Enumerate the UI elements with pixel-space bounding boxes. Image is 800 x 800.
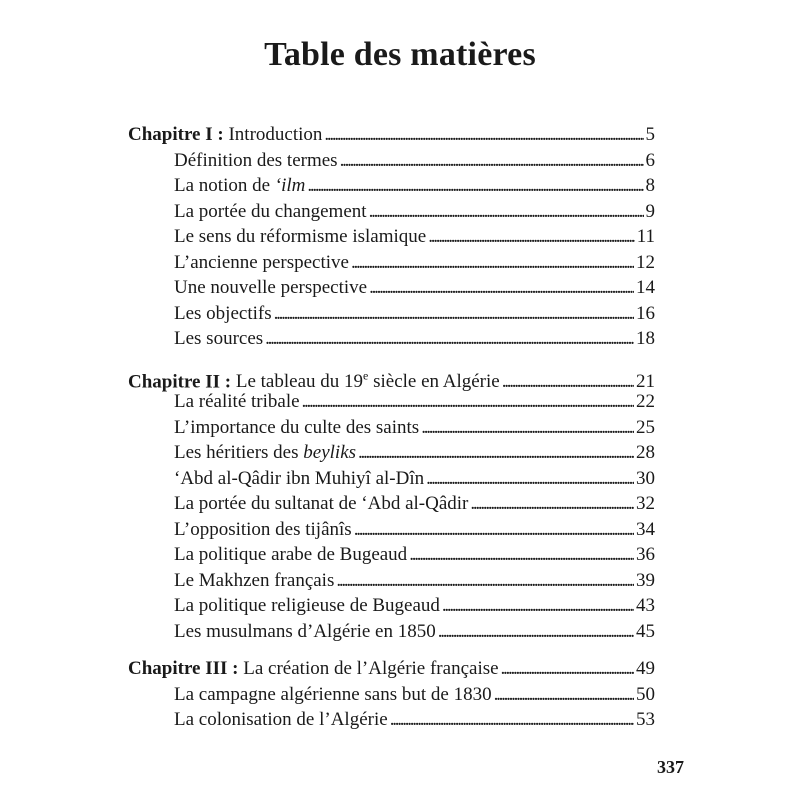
toc-entry[interactable] (128, 466, 655, 492)
toc-entry[interactable] (128, 250, 655, 276)
chapter-page: 21 (636, 370, 655, 392)
toc-entry[interactable] (128, 148, 655, 174)
dot-leader (274, 301, 634, 327)
toc-entry[interactable] (128, 275, 655, 301)
dot-leader (351, 250, 634, 276)
entry-title: Les héritiers des beyliks (174, 442, 357, 463)
entry-title: Le sens du réformisme islamique (174, 226, 427, 247)
entry-title: Le Makhzen français (174, 569, 335, 591)
toc-entry[interactable] (128, 491, 655, 517)
dot-leader (390, 707, 634, 733)
entry-page: 50 (636, 683, 655, 705)
entry-title-italic: ‘ilm (274, 175, 306, 196)
entry-title: Les objectifs (174, 302, 272, 324)
dot-leader (265, 326, 634, 352)
entry-page: 16 (636, 302, 655, 324)
toc-entry[interactable] (128, 593, 655, 619)
entry-title: Définition des termes (174, 149, 338, 171)
page-title: Table des matières (264, 36, 536, 73)
entry-title: La portée du sultanat de ‘Abd al-Qâdir (174, 493, 469, 514)
toc-entry[interactable] (128, 542, 655, 568)
table-of-contents (128, 122, 655, 733)
page-number: 337 (657, 757, 684, 777)
entry-title: La campagne algérienne sans but de 1830 (174, 683, 492, 705)
toc-entry[interactable] (128, 173, 655, 199)
toc-chapter[interactable] (128, 364, 655, 390)
entry-page: 43 (636, 595, 655, 616)
entry-title: La notion de ‘ilm (174, 175, 306, 196)
entry-page: 14 (636, 277, 655, 298)
chapter-label: Chapitre I : (128, 124, 224, 145)
entry-title: La réalité tribale (174, 391, 300, 412)
chapter-title: Le tableau du 19e siècle en Algérie (235, 368, 500, 392)
superscript: e (363, 368, 369, 383)
entry-title: Une nouvelle perspective (174, 277, 368, 298)
toc-entry[interactable] (128, 389, 655, 415)
entry-page: 30 (636, 467, 655, 489)
chapter-page: 49 (636, 658, 655, 679)
entry-title-italic: beyliks (303, 442, 357, 463)
entry-title: La politique arabe de Bugeaud (174, 544, 408, 565)
entry-page: 32 (636, 493, 655, 514)
dot-leader (302, 389, 634, 415)
dot-leader (354, 517, 634, 543)
dot-leader (421, 415, 634, 441)
toc-entry[interactable] (128, 707, 655, 733)
entry-page: 18 (636, 328, 655, 349)
entry-page: 53 (636, 709, 655, 730)
toc-chapter[interactable] (128, 656, 655, 682)
toc-entry[interactable] (128, 568, 655, 594)
dot-leader (438, 619, 634, 645)
entry-page: 34 (636, 518, 655, 540)
entry-title: Les sources (174, 328, 264, 349)
chapter-label: Chapitre II : (128, 370, 232, 392)
toc-entry[interactable] (128, 224, 655, 250)
entry-title: La politique religieuse de Bugeaud (174, 595, 440, 616)
entry-page: 11 (636, 226, 655, 247)
dot-leader (336, 568, 634, 594)
toc-entry[interactable] (128, 199, 655, 225)
dot-leader (358, 440, 634, 466)
toc-entry[interactable] (128, 326, 655, 352)
entry-page: 36 (636, 544, 655, 565)
entry-title: ‘Abd al-Qâdir ibn Muhiyî al-Dîn (174, 467, 425, 489)
section-gap (128, 352, 655, 364)
dot-leader (494, 682, 634, 708)
entry-page: 39 (636, 569, 655, 591)
entry-title: Les musulmans d’Algérie en 1850 (174, 620, 436, 642)
dot-leader (369, 275, 634, 301)
entry-page: 6 (645, 149, 655, 171)
entry-page: 28 (636, 442, 655, 463)
toc-entry[interactable] (128, 301, 655, 327)
chapter-title: La création de l’Algérie française (243, 658, 499, 679)
dot-leader (340, 148, 644, 174)
dot-leader (501, 656, 634, 682)
entry-page: 9 (645, 200, 655, 222)
toc-entry[interactable] (128, 682, 655, 708)
dot-leader (442, 593, 634, 619)
chapter-label: Chapitre III : (128, 658, 239, 679)
dot-leader (409, 542, 634, 568)
chapter-title: Introduction (228, 124, 323, 145)
dot-leader (470, 491, 634, 517)
entry-title: L’ancienne perspective (174, 251, 349, 273)
dot-leader (324, 122, 643, 148)
entry-title: La portée du changement (174, 200, 367, 222)
dot-leader (426, 466, 634, 492)
toc-entry[interactable] (128, 440, 655, 466)
entry-page: 22 (636, 391, 655, 412)
entry-page: 8 (645, 175, 655, 196)
dot-leader (428, 224, 634, 250)
section-gap (128, 644, 655, 656)
toc-entry[interactable] (128, 517, 655, 543)
entry-title: L’importance du culte des saints (174, 416, 420, 438)
toc-chapter[interactable] (128, 122, 655, 148)
toc-entry[interactable] (128, 619, 655, 645)
entry-page: 12 (636, 251, 655, 273)
toc-entry[interactable] (128, 415, 655, 441)
dot-leader (307, 173, 643, 199)
entry-title: L’opposition des tijânîs (174, 518, 352, 540)
entry-title: La colonisation de l’Algérie (174, 709, 388, 730)
dot-leader (369, 199, 644, 225)
entry-page: 25 (636, 416, 655, 438)
chapter-page: 5 (645, 124, 655, 145)
entry-page: 45 (636, 620, 655, 642)
